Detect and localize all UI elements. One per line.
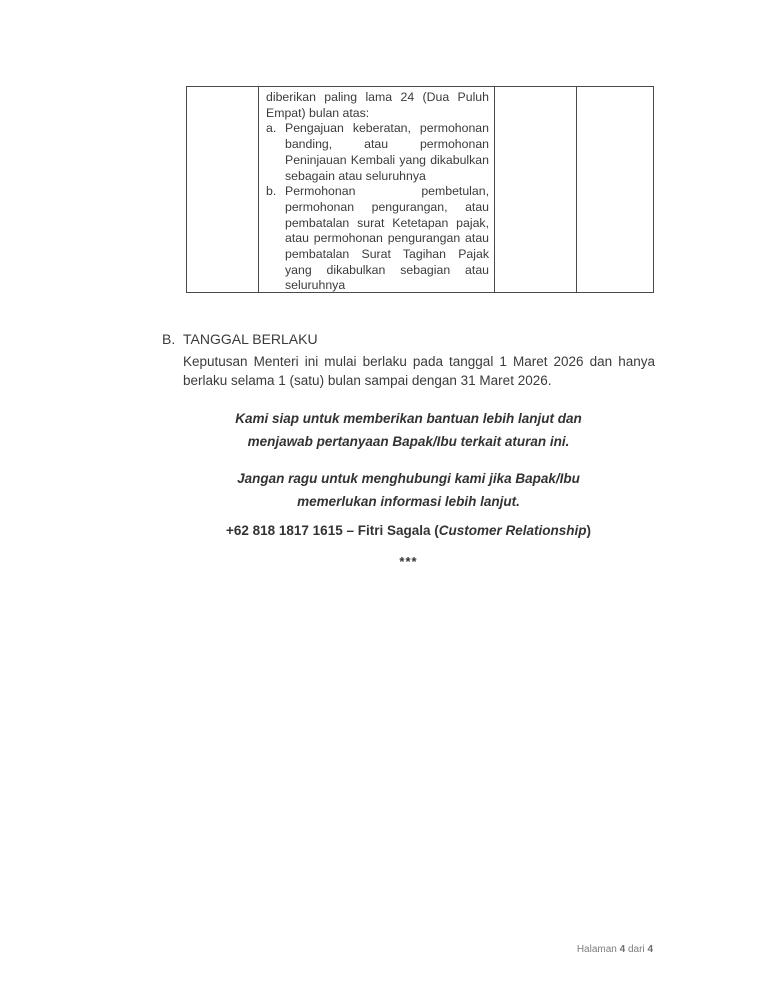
contact-phone-name: +62 818 1817 1615 – Fitri Sagala ( [225, 523, 439, 538]
section-b-body-line: berlaku selama 1 (satu) bulan sampai dengan 31 Maret 2026. [183, 373, 552, 388]
table-list-item-a [266, 121, 489, 137]
table-text-line: pembatalan surat Ketetapan pajak, [285, 215, 489, 230]
table-text-line: Empat) bulan atas: [266, 105, 370, 120]
table-text-line: Pengajuan keberatan, permohonan [285, 121, 489, 136]
table-cell-empty-left [187, 87, 259, 292]
table-text-line: sebagain atau seluruhnya [285, 168, 426, 183]
section-b-title: TANGGAL BERLAKU [183, 331, 318, 347]
closing-note-1 [162, 407, 655, 453]
table-cell-description [259, 87, 495, 292]
closing-note-2 [162, 467, 655, 513]
footer-total-pages: 4 [647, 944, 653, 955]
section-b-label: B. [162, 331, 176, 347]
end-separator: *** [399, 554, 418, 569]
table-text-line: diberikan paling lama 24 (Dua Puluh [266, 90, 489, 104]
table-text-line: banding, atau permohonan [285, 137, 489, 152]
table-list-item-b [266, 184, 489, 200]
table-cell-empty-right [577, 87, 655, 292]
section-b-body-line: Keputusan Menteri ini mulai berlaku pada tanggal 1 Maret 2026 dan hanya [183, 353, 655, 369]
continuation-table [186, 86, 654, 293]
contact-suffix: ) [586, 523, 592, 538]
table-text-line: Peninjauan Kembali yang dikabulkan [285, 152, 489, 167]
table-text-line: permohonan pengurangan, atau [285, 199, 489, 214]
footer-label-of: dari [625, 944, 648, 955]
table-cell-empty-mid [495, 87, 577, 292]
section-b-body [183, 352, 655, 391]
closing-note-line: Jangan ragu untuk menghubungi kami jika Bapak/Ibu [237, 471, 580, 486]
table-text-line: seluruhnya [285, 278, 346, 292]
section-b-heading [162, 330, 655, 349]
footer-page-number: 4 [619, 944, 626, 955]
table-text-line: pembatalan Surat Tagihan Pajak [285, 247, 489, 262]
closing-note-line: menjawab pertanyaan Bapak/Ibu terkait aturan ini. [247, 434, 570, 449]
table-text-line: Permohonan pembetulan, [285, 184, 489, 199]
page-footer [577, 944, 653, 955]
closing-note-line: memerlukan informasi lebih lanjut. [297, 494, 520, 509]
list-marker-b: b. [266, 184, 277, 199]
section-tanggal-berlaku [162, 330, 655, 391]
list-marker-a: a. [266, 121, 277, 136]
table-text-line: yang dikabulkan sebagian atau [285, 262, 489, 277]
closing-note-line: Kami siap untuk memberikan bantuan lebih lanjut dan [235, 411, 582, 426]
contact-line [162, 521, 655, 541]
contact-role: Customer Relationship [438, 523, 587, 538]
footer-label-page: Halaman [576, 944, 620, 955]
table-text-line: atau permohonan pengurangan atau [285, 231, 489, 246]
